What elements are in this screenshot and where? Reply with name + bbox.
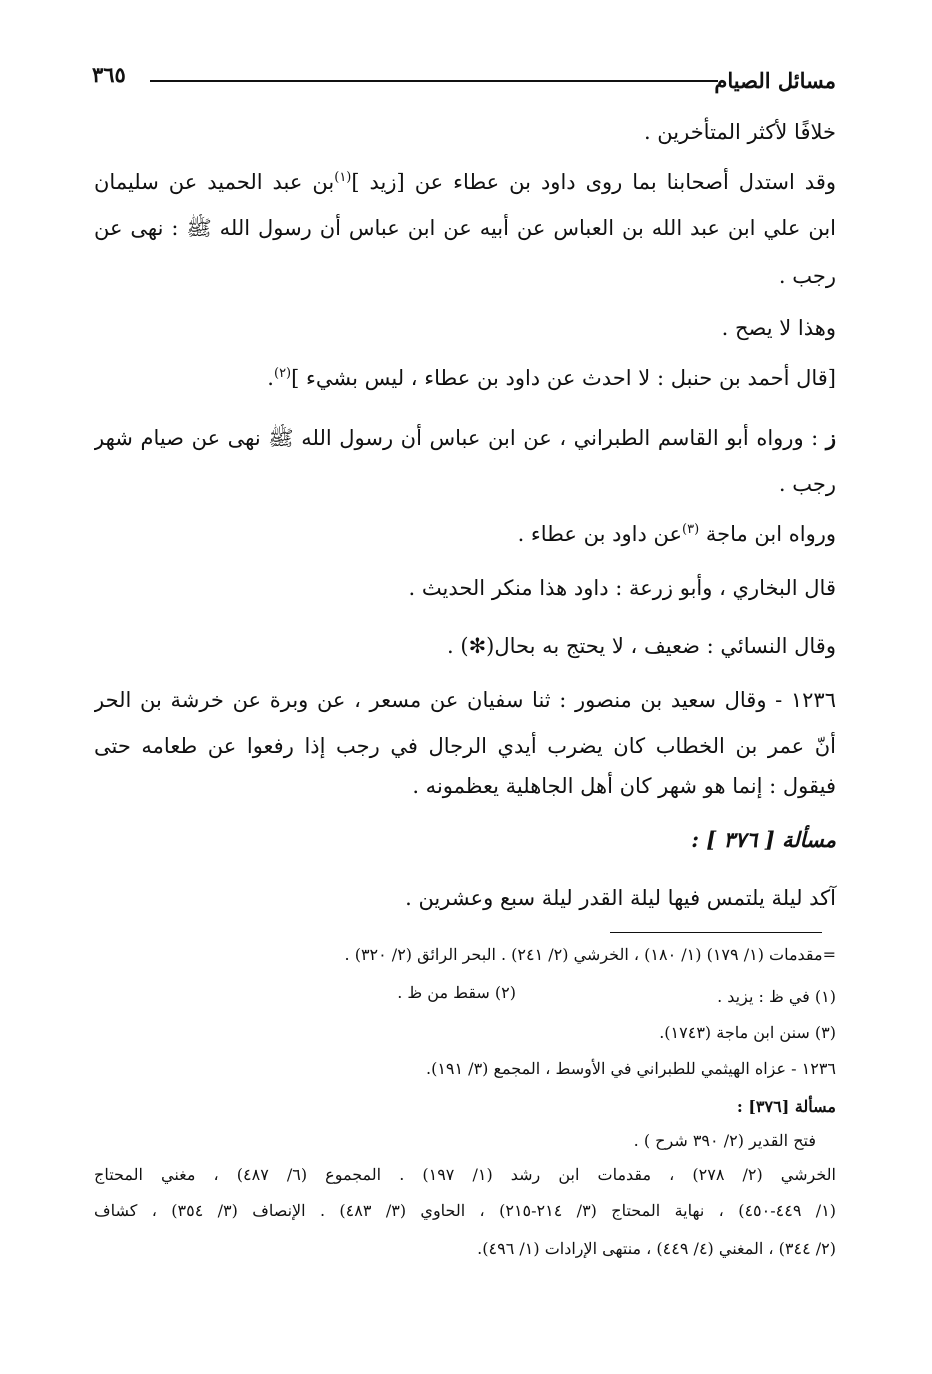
footnote-line: =مقدمات (١/ ١٧٩) (١/ ١٨٠) ، الخرشي (٢/ ٢٤١) . البحر الرائق (٢/ ٣٢٠) . — [344, 945, 836, 964]
addition-marker: ز — [825, 425, 836, 450]
text-line: [قال أحمد بن حنبل : لا احدث عن داود بن عطاء ، ليس بشيء ]$^{(٢)}$. — [267, 366, 836, 390]
footnote-line: فتح القدير (٢/ ٣٩٠ شرح ) . — [633, 1131, 816, 1150]
page-header — [92, 60, 836, 100]
text-line: فيقول : إنما هو شهر كان أهل الجاهلية يعظمونه . — [412, 774, 836, 798]
text-line: ابن علي ابن عبد الله بن العباس عن أبيه عن ابن عباس أن رسول الله ﷺ : نهى عن — [94, 216, 836, 240]
text-line: آكد ليلة يلتمس فيها ليلة القدر ليلة سبع وعشرين . — [405, 886, 836, 910]
footnote-line: (١) في ظ : يزيد . — [717, 987, 836, 1006]
text-line: وقال النسائي : ضعيف ، لا يحتج به بحال(✻) . — [447, 634, 836, 658]
footnote-heading: مسألة [٣٧٦] : — [736, 1097, 836, 1116]
text-line: وهذا لا يصح . — [721, 316, 836, 340]
header-rule — [150, 80, 718, 82]
footnote-line: (٢/ ٣٤٤) ، المغني (٤/ ٤٤٩) ، منتهى الإرادات (١/ ٤٩٦). — [477, 1239, 836, 1258]
footnote-rule — [610, 932, 822, 933]
footnote-ref: (٢) — [273, 366, 292, 381]
footnote-line: ١٢٣٦ - عزاه الهيثمي للطبراني في الأوسط ، المجمع (٣/ ١٩١). — [425, 1059, 836, 1078]
footnote-line: الخرشي (٢/ ٢٧٨) ، مقدمات ابن رشد (١/ ١٩٧) . المجموع (٦/ ٤٨٧) ، مغني المحتاج — [94, 1165, 836, 1184]
text-line: قال البخاري ، وأبو زرعة : داود هذا منكر الحديث . — [408, 576, 836, 600]
footnote-line: (٣) سنن ابن ماجة (١٧٤٣). — [659, 1023, 836, 1042]
running-title: مسائل الصيام — [714, 68, 836, 93]
footnote-line: (٢) سقط من ظ . — [397, 983, 516, 1002]
text-line: ١٢٣٦ - وقال سعيد بن منصور : ثنا سفيان عن مسعر ، عن وبرة عن خرشة بن الحر — [94, 688, 836, 712]
text-line: أنّ عمر بن الخطاب كان يضرب أيدي الرجال في رجب إذا رفعوا عن طعامه حتى — [94, 734, 836, 758]
text-line: رجب . — [778, 264, 836, 288]
footnote-line: (١/ ٤٤٩-٤٥٠) ، نهاية المحتاج (٣/ ٢١٤-٢١٥) ، الحاوي (٣/ ٤٨٣) . الإنصاف (٣/ ٣٥٤) ، كشاف — [94, 1201, 836, 1220]
text-line: وقد استدل أصحابنا بما روى داود بن عطاء عن [زيد ]$^{(١)}$بن عبد الحميد عن سليمان — [94, 170, 836, 194]
text-line: رجب . — [778, 472, 836, 496]
text-line: ز : ورواه أبو القاسم الطبراني ، عن ابن عباس أن رسول الله ﷺ نهى عن صيام شهر — [94, 425, 836, 450]
footnote-ref: (١) — [334, 170, 352, 185]
text-line: ورواه ابن ماجة $^{(٣)}$عن داود بن عطاء . — [517, 522, 836, 546]
text-line: خلافًا لأكثر المتأخرين . — [643, 120, 836, 144]
footnote-ref: (٣) — [682, 522, 700, 537]
section-heading: مسألة [ ٣٧٦ ] : — [691, 827, 836, 852]
page-number: ٣٦٥ — [92, 62, 126, 87]
